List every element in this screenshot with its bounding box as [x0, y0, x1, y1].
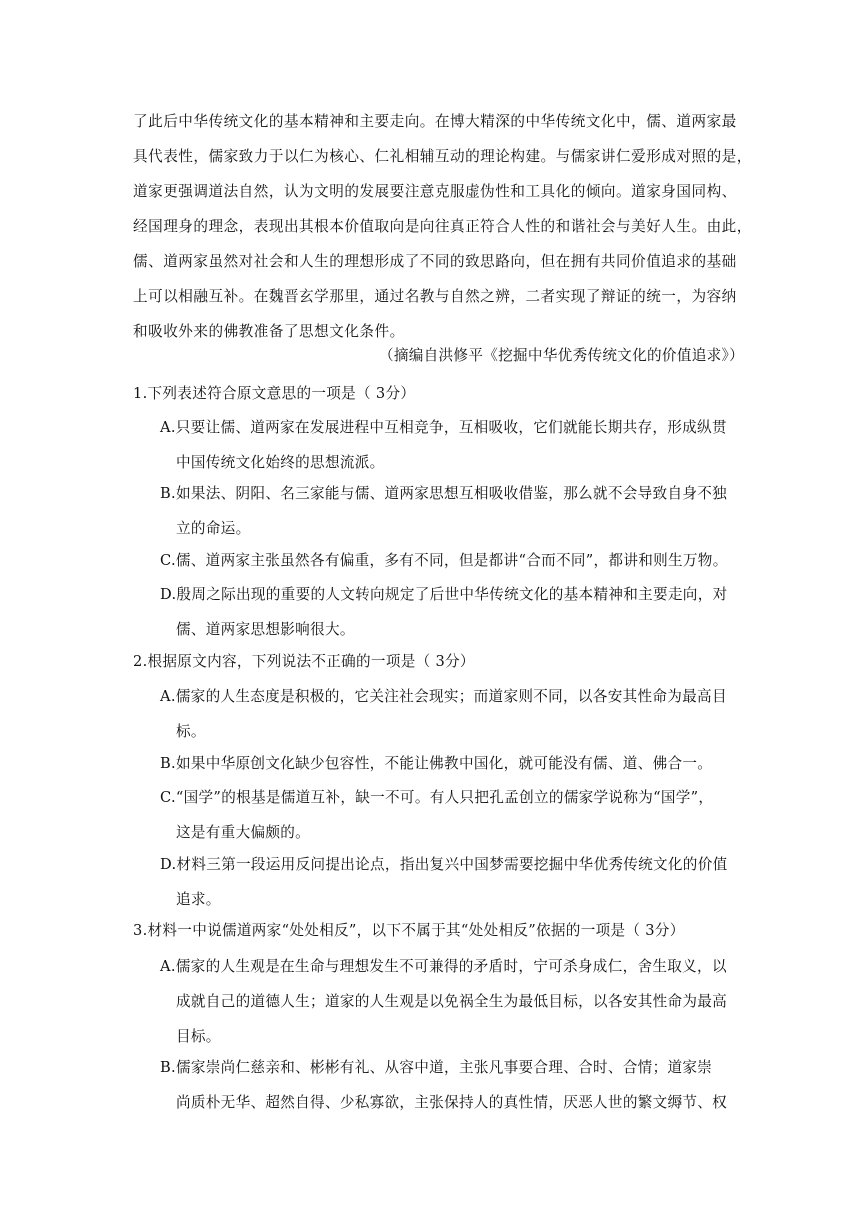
option-line: 尚质朴无华、超然自得、少私寡欲，主张保持人的真性情，厌恶人世的繁文缛节、权	[176, 1094, 728, 1111]
passage-line: 道家更强调道法自然，认为文明的发展要注意克服虚伪性和工具化的倾向。道家身国同构、	[133, 183, 737, 200]
option-line: C.“国学”的根基是儒道互补，缺一不可。有人只把孔孟创立的儒家学说称为“国学”，	[160, 789, 714, 806]
option-line: A.只要让儒、道两家在发展进程中互相竞争，互相吸收，它们就能长期共存，形成纵贯	[160, 419, 727, 436]
option-line: A.儒家的人生观是在生命与理想发生不可兼得的矛盾时，宁可杀身成仁，舍生取义，以	[160, 958, 727, 975]
option-line: 目标。	[176, 1028, 221, 1045]
option-line: 儒、道两家思想影响很大。	[176, 621, 355, 638]
option-line: 立的命运。	[176, 520, 251, 537]
option-line: D.殷周之际出现的重要的人文转向规定了后世中华传统文化的基本精神和主要走向，对	[160, 586, 728, 603]
question-1-option-b	[160, 476, 745, 546]
question-2-option-d	[160, 847, 745, 917]
option-line: B.如果中华原创文化缺少包容性，不能让佛教中国化，就可能没有儒、道、佛合一。	[160, 755, 713, 772]
question-3-stem: 3.材料一中说儒道两家“处处相反”，以下不属于其“处处相反”依据的一项是（ 3分）	[133, 922, 685, 939]
question-2-stem: 2.根据原文内容，下列说法不正确的一项是（ 3分）	[133, 653, 475, 670]
option-line: 追求。	[176, 891, 221, 908]
option-line: 中国传统文化始终的思想流派。	[176, 454, 385, 471]
question-3-option-b	[160, 1050, 745, 1120]
passage-line: 经国理身的理念，表现出其根本价值取向是向往真正符合人性的和谐社会与美好人生。由此，	[133, 218, 752, 235]
option-line: C.儒、道两家主张虽然各有偏重，多有不同，但是都讲“合而不同”，都讲和则生万物。	[160, 552, 728, 569]
option-line: B.儒家崇尚仁慈亲和、彬彬有礼、从容中道，主张凡事要合理、合时、合情；道家崇	[160, 1059, 713, 1076]
question-2-option-c	[160, 780, 745, 850]
passage-line: 和吸收外来的佛教准备了思想文化条件。	[133, 323, 405, 340]
question-1-option-c	[160, 543, 745, 578]
passage-line: 具代表性，儒家致力于以仁为核心、仁礼相辅互动的理论构建。与儒家讲仁爱形成对照的是，	[133, 148, 752, 165]
passage-line: 儒、道两家虽然对社会和人生的理想形成了不同的致思路向，但在拥有共同价值追求的基础	[133, 253, 737, 270]
passage-paragraph	[133, 104, 752, 349]
passage-line: 上可以相融互补。在魏晋玄学那里，通过名教与自然之辨，二者实现了辩证的统一，为容纳	[133, 288, 737, 305]
passage-source: （摘编自洪修平《挖掘中华优秀传统文化的价值追求》）	[378, 347, 744, 364]
question-1-stem: 1.下列表述符合原文意思的一项是（ 3分）	[133, 385, 416, 402]
question-1-option-d	[160, 577, 745, 647]
question-2-option-b	[160, 746, 745, 781]
passage-line: 了此后中华传统文化的基本精神和主要走向。在博大精深的中华传统文化中，儒、道两家最	[133, 113, 737, 130]
question-1-option-a	[160, 410, 745, 480]
option-line: A.儒家的人生态度是积极的，它关注社会现实；而道家则不同，以各安其性命为最高目	[160, 688, 727, 705]
option-line: D.材料三第一段运用反问提出论点，指出复兴中国梦需要挖掘中华优秀传统文化的价值	[160, 856, 728, 873]
option-line: B.如果法、阴阳、名三家能与儒、道两家思想互相吸收借鉴，那么就不会导致自身不独	[160, 485, 728, 502]
question-2-option-a	[160, 679, 745, 749]
option-line: 成就自己的道德人生；道家的人生观是以免祸全生为最低目标，以各安其性命为最高	[176, 993, 728, 1010]
question-3-option-a	[160, 949, 745, 1054]
option-line: 这是有重大偏颇的。	[176, 824, 311, 841]
option-line: 标。	[176, 723, 206, 740]
